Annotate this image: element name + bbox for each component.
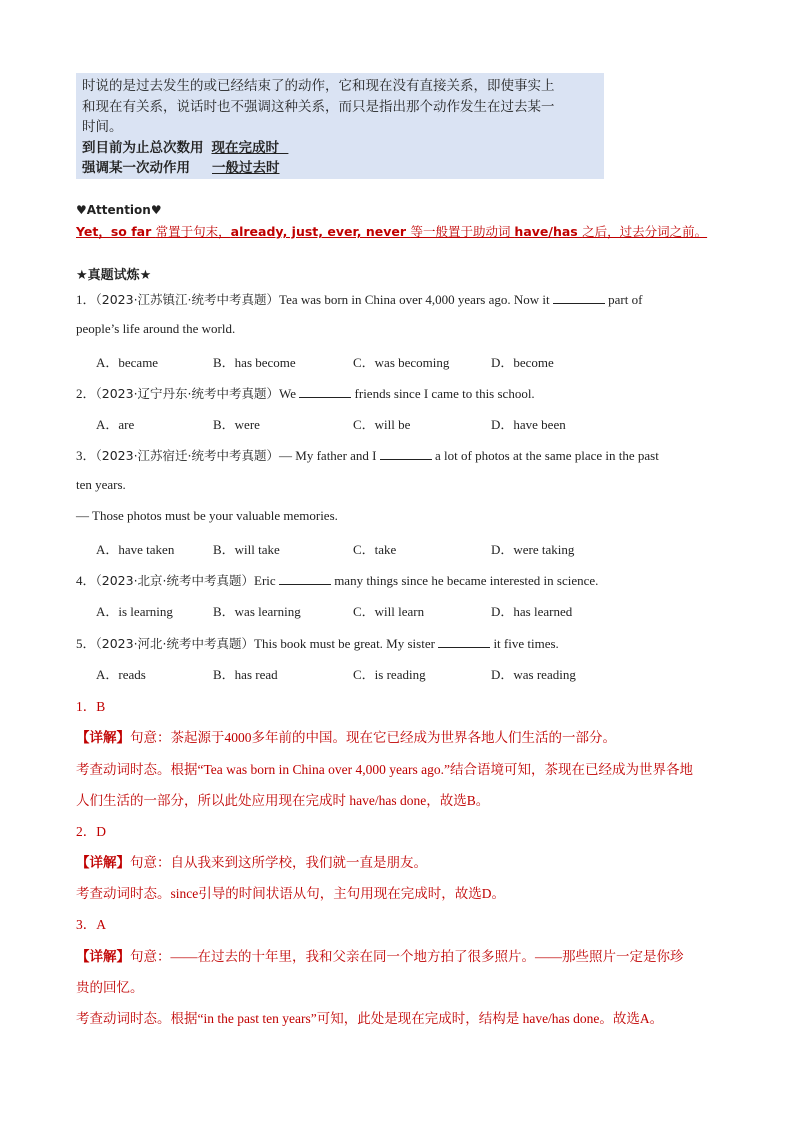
question-text: Tea was born in China over 4,000 years ago. Now it [279,292,553,307]
option-b: B．was learning [213,604,301,619]
question-1 [76,289,642,308]
section-title: ★真题试炼★ [76,268,152,283]
answer-analysis-2: 考查动词时态。since引导的时间状语从句，主句用现在完成时，故选D。 [76,886,505,901]
attention-aux: have/has [514,224,583,239]
meaning-text: 句意：——在过去的十年里，我和父亲在同一个地方拍了很多照片。——那些照片一定是你珍 [130,949,684,964]
answer-blank [380,447,432,460]
question-text: Eric [254,573,279,588]
answer-blank [279,572,331,585]
attention-yet: Yet，so far [76,224,156,239]
question-source: （2023·河北·统考中考真题） [95,636,255,651]
answer-blank [299,385,351,398]
question-text: it five times. [490,636,559,651]
option-b: B．has read [213,667,278,682]
summary-line: 时间。 [82,119,123,135]
question-text: This book must be great. My sister [254,636,439,651]
question-number: 5． [76,636,96,651]
question-text: a lot of photos at the same place in the past [431,448,659,463]
option-d: D．have been [491,417,566,432]
question-number: 2． [76,386,96,401]
attention-adverbs: already, just, ever, never [230,224,411,239]
answer-key-2: 2．D [76,824,106,839]
question-2 [76,383,535,402]
answer-meaning-3 [76,945,684,965]
option-a: A．have taken [96,542,175,557]
question-3-line2: ten years. [76,477,126,492]
question-text: We [279,386,300,401]
answer-analysis-1: 考查动词时态。根据“Tea was born in China over 4,000 years ago.”结合语境可知，茶现在已经成为世界各地 [76,762,693,777]
question-number: 4． [76,573,96,588]
summary-row-value: 一般过去时 [212,160,280,176]
option-c: C．was becoming [353,355,450,370]
option-c: C．is reading [353,667,426,682]
grammar-summary-box [76,73,604,179]
detail-tag: 【详解】 [76,855,130,871]
question-3-line3: — Those photos must be your valuable memories. [76,508,338,523]
question-number: 3． [76,448,96,463]
summary-row-past-simple [82,158,604,179]
summary-line: 和现在有关系，说话时也不强调这种关系，而只是指出那个动作发生在过去某一 [82,98,555,115]
answer-meaning-1 [76,726,616,746]
option-b: B．has become [213,355,296,370]
summary-row-label: 强调某一次动作用 [82,160,190,176]
option-d: D．has learned [491,604,573,619]
answer-blank [553,291,605,304]
option-c: C．take [353,542,397,557]
attention-body [76,222,707,240]
answer-blank [438,635,490,648]
answer-key-1: 1．B [76,699,106,714]
option-d: D．become [491,355,554,370]
option-b: B．will take [213,542,280,557]
question-source: （2023·江苏镇江·统考中考真题） [95,292,280,307]
answer-meaning-3-line2: 贵的回忆。 [76,980,144,995]
question-text: part of [604,292,643,307]
meaning-text: 句意：自从我来到这所学校，我们就一直是朋友。 [130,855,427,870]
attention-title: ♥Attention♥ [76,203,162,217]
summary-row-value: 现在完成时 [211,139,279,156]
question-5 [76,633,559,652]
summary-line: 时说的是过去发生的或已经结束了的动作，它和现在没有直接关系，即使事实上 [82,78,555,94]
attention-text: 等一般置于助动词 [410,224,515,239]
question-1-line2: people’s life around the world. [76,321,236,336]
detail-tag: 【详解】 [76,949,130,965]
option-c: C．will be [353,417,411,432]
summary-row-present-perfect [82,138,604,159]
answer-key-3: 3．A [76,917,106,932]
option-a: A．reads [96,667,146,682]
attention-text: 常置于句末， [155,224,231,239]
answer-analysis-1-line2: 人们生活的一部分，所以此处应用现在完成时 have/has done，故选B。 [76,793,490,808]
question-4 [76,570,598,589]
question-text: friends since I came to this school. [351,386,535,401]
question-3 [76,445,659,464]
question-source: （2023·辽宁丹东·统考中考真题） [95,386,280,401]
question-text: — My father and I [279,448,380,463]
question-source: （2023·北京·统考中考真题） [95,573,255,588]
option-d: D．were taking [491,542,575,557]
question-source: （2023·江苏宿迁·统考中考真题） [95,448,280,463]
option-a: A．became [96,355,159,370]
answer-meaning-2 [76,851,427,871]
question-text: many things since he became interested in science. [330,573,599,588]
option-d: D．was reading [491,667,576,682]
meaning-text: 句意：茶起源于4000多年前的中国。现在它已经成为世界各地人们生活的一部分。 [130,730,616,745]
option-c: C．will learn [353,604,425,619]
option-a: A．are [96,417,135,432]
attention-text: 之后，过去分词之前。 [582,224,708,239]
option-a: A．is learning [96,604,173,619]
answer-analysis-3: 考查动词时态。根据“in the past ten years”可知，此处是现在完成时，结构是 have/has done。故选A。 [76,1011,664,1026]
option-b: B．were [213,417,260,432]
summary-row-label: 到目前为止总次数用 [82,139,204,156]
question-number: 1． [76,292,96,307]
detail-tag: 【详解】 [76,730,130,746]
